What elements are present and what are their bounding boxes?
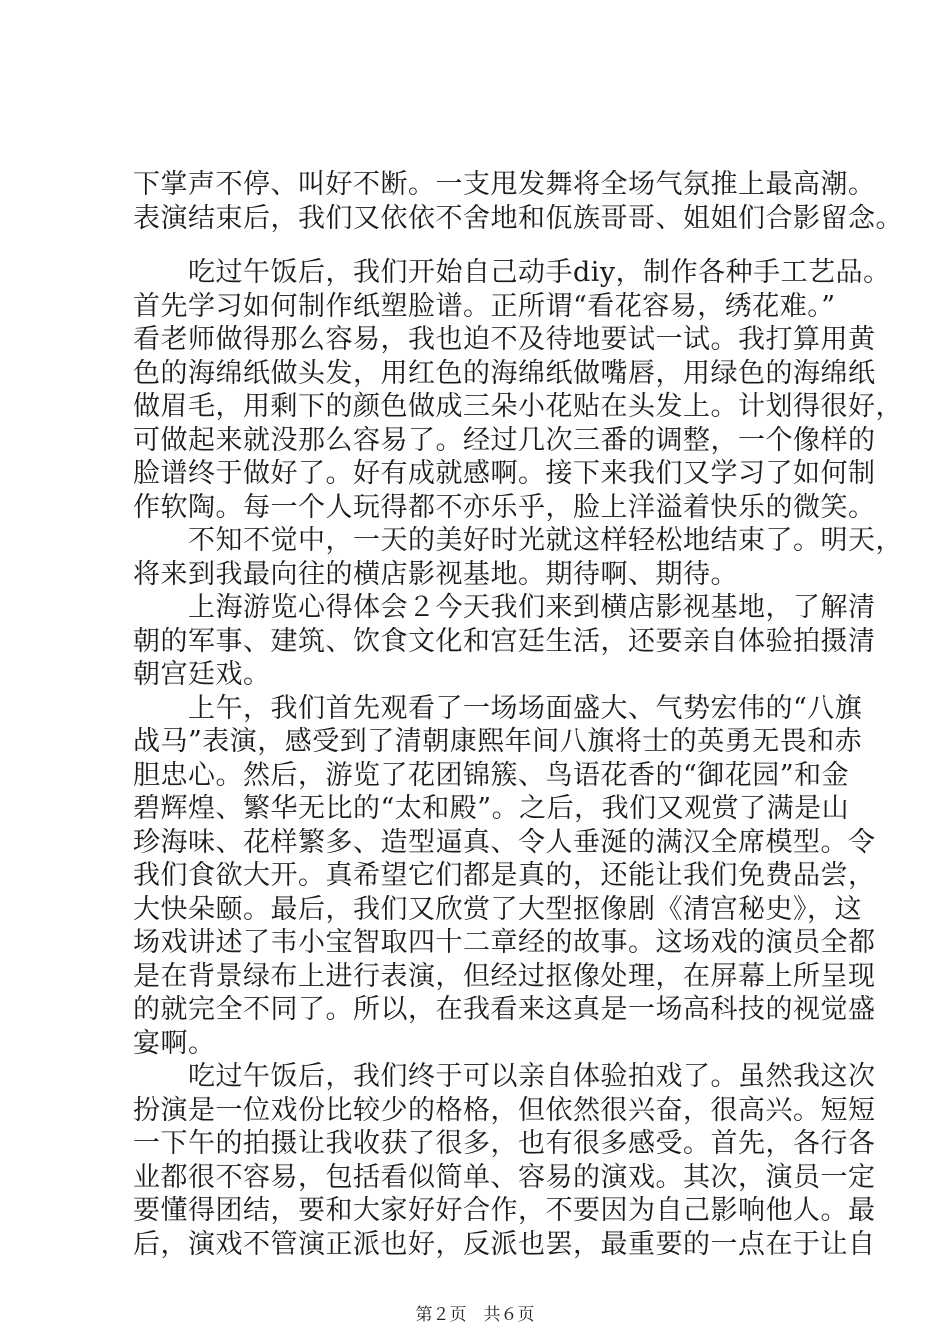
text-line: 脸谱终于做好了。好有成就感啊。接下来我们又学习了如何制 xyxy=(133,458,876,489)
text-line: 可做起来就没那么容易了。经过几次三番的调整，一个像样的 xyxy=(133,424,876,456)
text-line: 的就完全不同了。所以，在我看来这真是一场高科技的视觉盛 xyxy=(133,994,876,1025)
text-line: 要懂得团结，要和大家好好合作，不要因为自己影响他人。最 xyxy=(133,1195,876,1226)
text-line: 我们食欲大开。真希望它们都是真的，还能让我们免费品尝， xyxy=(133,860,876,891)
text-line: 业都很不容易，包括看似简单、容易的演戏。其次，演员一定 xyxy=(133,1161,876,1193)
text-line: 扮演是一位戏份比较少的格格，但依然很兴奋，很高兴。短短 xyxy=(133,1094,876,1126)
text-line: 不知不觉中，一天的美好时光就这样轻松地结束了。明天， xyxy=(133,525,903,556)
text-line: 碧辉煌、繁华无比的“太和殿”。之后，我们又观赏了满是山 xyxy=(133,793,850,824)
text-line: 上午，我们首先观看了一场场面盛大、气势宏伟的“八旗 xyxy=(133,692,863,724)
text-line: 胆忠心。然后，游览了花团锦簇、鸟语花香的“御花园”和金 xyxy=(133,759,850,791)
text-line: 场戏讲述了韦小宝智取四十二章经的故事。这场戏的演员全都 xyxy=(133,927,876,958)
text-line: 吃过午饭后，我们开始自己动手diy，制作各种手工艺品。 xyxy=(133,257,891,288)
text-line: 将来到我最向往的横店影视基地。期待啊、期待。 xyxy=(133,558,738,590)
text-line: 看老师做得那么容易，我也迫不及待地要试一试。我打算用黄 xyxy=(133,324,876,355)
text-line: 首先学习如何制作纸塑脸谱。正所谓“看花容易，绣花难。” xyxy=(133,290,836,322)
text-line: 是在背景绿布上进行表演，但经过抠像处理，在屏幕上所呈现 xyxy=(133,960,876,992)
paragraph-gap xyxy=(133,235,833,256)
text-line: 下掌声不停、叫好不断。一支甩发舞将全场气氛推上最高潮。 xyxy=(133,169,876,200)
text-line: 做眉毛，用剩下的颜色做成三朵小花贴在头发上。计划得很好， xyxy=(133,391,903,422)
text-line: 珍海味、花样繁多、造型逼真、令人垂涎的满汉全席模型。令 xyxy=(133,826,876,858)
text-line: 表演结束后，我们又依依不舍地和佤族哥哥、姐姐们合影留念。 xyxy=(133,202,903,234)
text-line: 作软陶。每一个人玩得都不亦乐乎，脸上洋溢着快乐的微笑。 xyxy=(133,491,876,523)
text-line: 后，演戏不管演正派也好，反派也罢，最重要的一点在于让自 xyxy=(133,1228,876,1260)
text-line: 吃过午饭后，我们终于可以亲自体验拍戏了。虽然我这次 xyxy=(133,1061,876,1092)
page-number-footer: 第２页 共６页 xyxy=(415,1305,535,1325)
text-line: 宴啊。 xyxy=(133,1027,216,1059)
text-line: 色的海绵纸做头发，用红色的海绵纸做嘴唇，用绿色的海绵纸 xyxy=(133,357,876,389)
text-line: 大快朵颐。最后，我们又欣赏了大型抠像剧《清宫秘史》，这 xyxy=(133,893,862,925)
text-line: 一下午的拍摄让我收获了很多，也有很多感受。首先，各行各 xyxy=(133,1128,876,1159)
text-line: 战马”表演，感受到了清朝康熙年间八旗将士的英勇无畏和赤 xyxy=(133,726,863,757)
body-text xyxy=(133,168,903,1261)
text-line: 上海游览心得体会２今天我们来到横店影视基地，了解清 xyxy=(133,592,876,623)
text-line: 朝宫廷戏。 xyxy=(133,659,271,690)
text-line: 朝的军事、建筑、饮食文化和宫廷生活，还要亲自体验拍摄清 xyxy=(133,625,876,657)
